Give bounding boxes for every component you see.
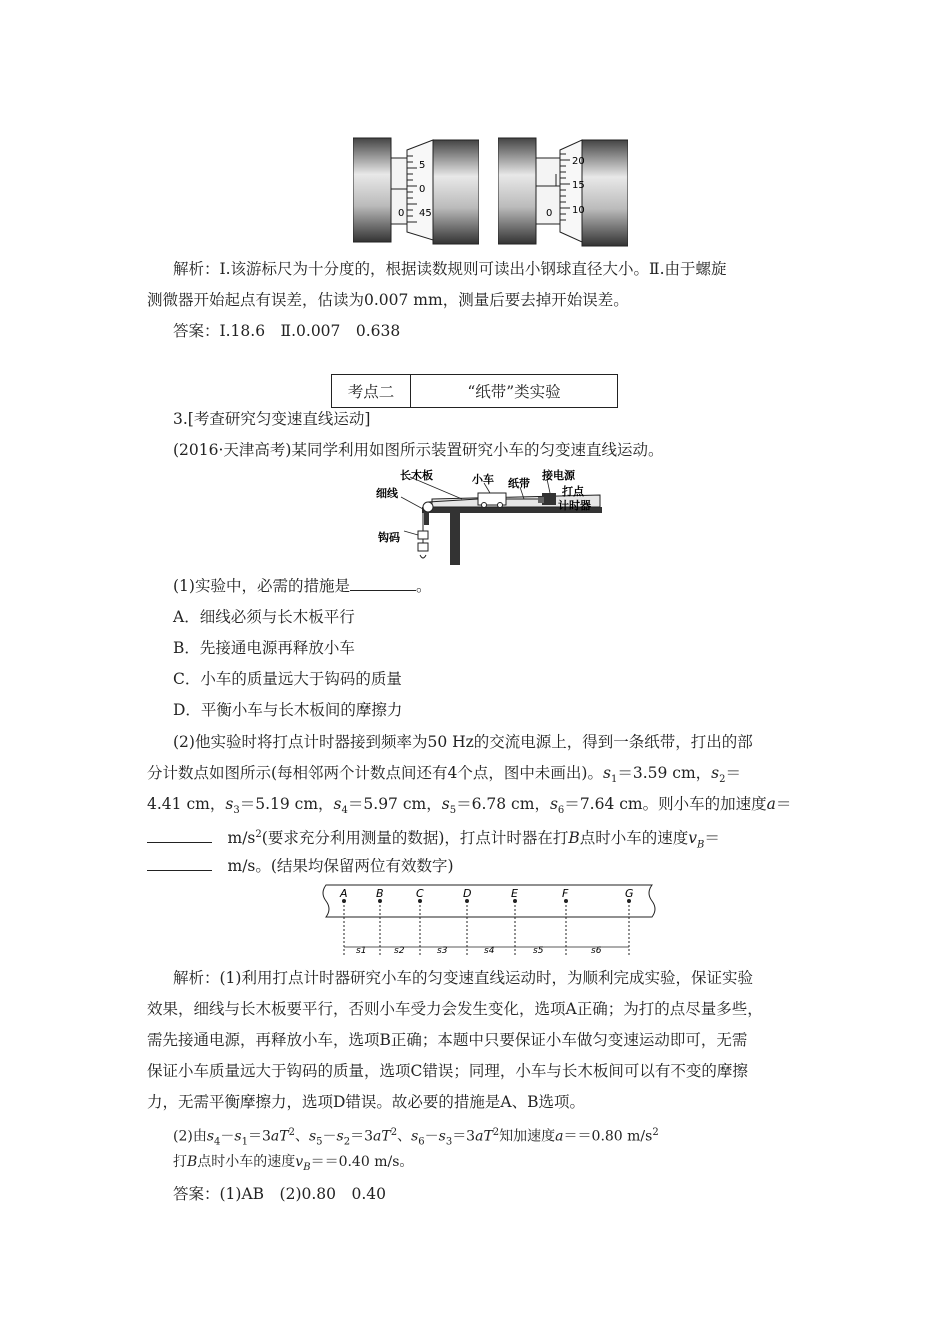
- tape-seg-4: s4: [484, 946, 495, 956]
- tape-point-e: E: [511, 887, 518, 900]
- topic-box: [331, 374, 618, 408]
- part2-line4: $m/s^2$(要求充分利用测量的数据)，打点计时器在打B点时小车的速度$v_B=$: [147, 825, 720, 855]
- part2-line1: (2)他实验时将打点计时器接到频率为50 Hz的交流电源上，得到一条纸带，打出的部: [173, 733, 753, 751]
- analysis2-answer: 答案：(1)AB (2)0.80 0.40: [173, 1185, 387, 1203]
- tape-point-g: G: [625, 887, 634, 900]
- micrometer-right-tick-2: 15: [572, 180, 585, 191]
- analysis1-line1: 解析：Ⅰ.该游标尺为十分度的，根据读数规则可读出小钢球直径大小。Ⅱ.由于螺旋: [173, 260, 727, 278]
- tape-seg-6: s6: [591, 946, 602, 956]
- topic-label: 考点二: [332, 375, 411, 408]
- micrometer-right-tick-1: 20: [572, 156, 585, 167]
- part1-question: (1)实验中，必需的措施是 。: [173, 577, 432, 595]
- analysis2-line5: 力，无需平衡摩擦力，选项D错误。故必要的措施是A、B选项。: [147, 1093, 586, 1111]
- tape-point-c: C: [416, 887, 424, 900]
- question-source: (2016·天津高考)某同学利用如图所示装置研究小车的匀变速直线运动。: [173, 441, 664, 459]
- apparatus-figure: [372, 469, 612, 569]
- analysis1-answer: 答案：Ⅰ.18.6 Ⅱ.0.007 0.638: [173, 322, 401, 340]
- tape-point-b: B: [376, 887, 384, 900]
- tape-point-a: A: [340, 887, 348, 900]
- micrometer-left-figure: [353, 136, 479, 246]
- analysis2-line1: 解析：(1)利用打点计时器研究小车的匀变速直线运动时，为顺利完成实验，保证实验: [173, 969, 753, 987]
- question-heading: 3.[考查研究匀变速直线运动]: [173, 410, 371, 428]
- option-a: A．细线必须与长木板平行: [173, 608, 355, 626]
- label-tape: 纸带: [508, 477, 530, 490]
- label-cart: 小车: [472, 473, 494, 486]
- label-timer-2: 计时器: [558, 499, 591, 512]
- micrometer-right-tick-3: 10: [572, 205, 585, 216]
- analysis2-line6: (2)由$s_4-s_1=3aT^2$、$s_5-s_2=3aT^2$、$s_6-s_3=3aT^2$知加速度a＝＝0.80 $m/s^2$: [173, 1127, 659, 1148]
- analysis2-line3: 需先接通电源，再释放小车，选项B正确；本题中只要保证小车做匀变速运动即可，无需: [147, 1031, 748, 1049]
- micrometer-left-tick-1: 5: [419, 160, 426, 171]
- analysis2-line2: 效果，细线与长木板要平行，否则小车受力会发生变化，选项A正确；为打的点尽量多些，: [147, 1000, 763, 1018]
- micrometer-right-sleeve-zero: 0: [546, 208, 553, 219]
- part2-line2: 分计数点如图所示(每相邻两个计数点间还有4个点，图中未画出)。$s_1=3.59$ cm，$s_2=$: [147, 764, 742, 786]
- micrometer-right-figure: [498, 136, 628, 248]
- tape-seg-3: s3: [437, 946, 448, 956]
- micrometer-left-tick-2: 0: [419, 184, 426, 195]
- analysis2-line4: 保证小车质量远大于钩码的质量，选项C错误；同理，小车与长木板间可以有不变的摩擦: [147, 1062, 748, 1080]
- tape-seg-1: s1: [356, 946, 367, 956]
- analysis1-line2: 测微器开始起点有误差，估读为0.007 mm，测量后要去掉开始误差。: [147, 291, 629, 309]
- label-weight: 钩码: [378, 531, 400, 544]
- part2-line3: 4.41 cm，$s_3=5.19$ cm，$s_4=5.97$ cm，$s_5=6.78$ cm，$s_6=7.64$ cm。则小车的加速度a＝: [147, 795, 792, 817]
- label-power: 接电源: [542, 469, 575, 482]
- tape-point-f: F: [562, 887, 569, 900]
- analysis2-line7: 打B点时小车的速度$v_B==0.40$ m/s。: [173, 1154, 414, 1173]
- tape-seg-2: s2: [394, 946, 405, 956]
- topic-title: “纸带”类实验: [411, 375, 618, 408]
- part2-line5: m/s。(结果均保留两位有效数字): [147, 856, 454, 876]
- micrometer-left-sleeve-zero: 0: [398, 208, 405, 219]
- label-string: 细线: [376, 487, 398, 500]
- option-c: C．小车的质量远大于钩码的质量: [173, 670, 402, 688]
- label-timer-1: 打点: [562, 485, 584, 498]
- option-d: D．平衡小车与长木板间的摩擦力: [173, 701, 403, 719]
- paper-tape-figure: [318, 883, 658, 959]
- label-board: 长木板: [400, 469, 433, 482]
- tape-seg-5: s5: [533, 946, 544, 956]
- tape-point-d: D: [463, 887, 472, 900]
- micrometer-left-tick-3: 45: [419, 208, 432, 219]
- option-b: B．先接通电源再释放小车: [173, 639, 355, 657]
